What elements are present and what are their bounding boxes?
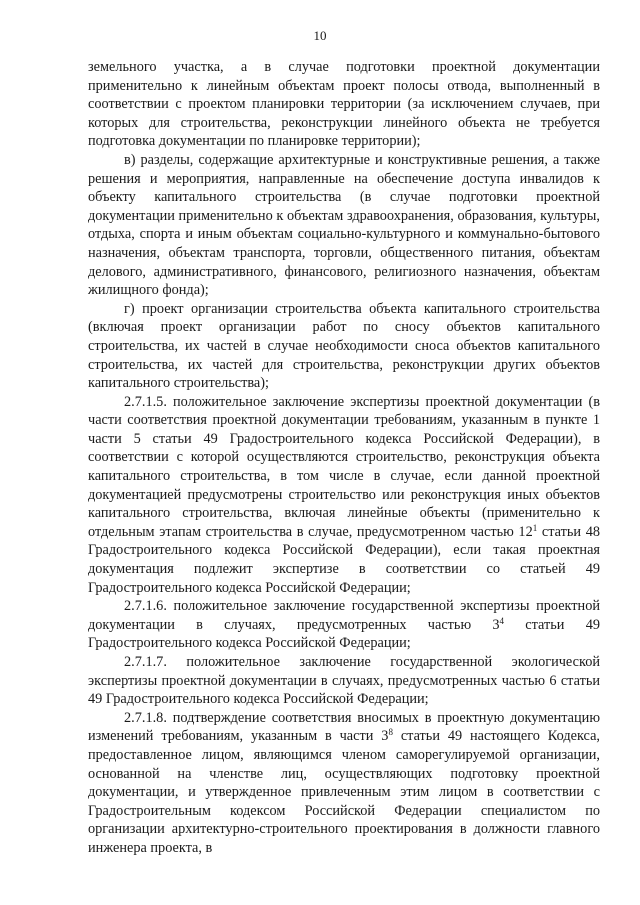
paragraph-item-v: в) разделы, содержащие архитектурные и конструктивные решения, а также решения и мероприятия, направленные на обеспечение доступа инвалидов к объекту капитального строительства (в случае подготовки проектной документации применительно к объектам здравоохранения, образования, культуры, отдыха, спорта и иным объектам социально-культурного и коммунально-бытового назначения, объектам транспорта, торговли, общественного питания, объектам делового, административного, финансового, религиозного назначения, объектам жилищного фонда); — [88, 151, 600, 299]
superscript: 4 — [499, 615, 505, 626]
paragraph-2-7-1-6 — [88, 597, 600, 653]
paragraph-2-7-1-7: 2.7.1.7. положительное заключение государственной экологической экспертизы проектной документации в случаях, предусмотренных частью 6 статьи 49 Градостроительного кодекса Российской Федерации; — [88, 654, 600, 708]
paragraph-text: 2.7.1.6. положительное заключение государственной экспертизы проектной документации в случаях, предусмотренных частью 3 — [88, 598, 600, 633]
document-body — [88, 58, 600, 858]
superscript: 1 — [532, 522, 538, 533]
page-number: 10 — [313, 28, 327, 43]
superscript: 8 — [388, 727, 393, 738]
paragraph-text: статьи 49 настоящего Кодекса, предоставленное лицом, являющимся членом саморегулируемой организации, основанной на членстве лиц, осуществляющих подготовку проектной документации, и утвержденное привлеченным этим лицом в соответствии с Градостроительным кодексом Российской Федерации специалистом по организации архитектурно-строительного проектирования в должности главного инженера проекта, в — [88, 728, 600, 856]
paragraph-text: 2.7.1.5. положительное заключение экспертизы проектной документации (в части соответствия проектной документации требованиям, указанным в пункте 1 части 5 статьи 49 Градостроительного кодекса Российской Федерации), в соответствии с которой осуществляются строительство, реконструкция объекта капитального строительства, в том числе в случае, если данной проектной документацией предусмотрены строительство или реконструкция иных объектов капитального строительства, включая линейные объекты (применительно к отдельным этапам строительства в случае, предусмотренном частью 12 — [88, 393, 600, 540]
paragraph-text: 2.7.1.8. подтверждение соответствия вносимых в проектную документацию изменений требованиям, указанным в части 3 — [88, 709, 600, 745]
paragraph-2-7-1-5 — [88, 393, 600, 598]
paragraph-item-g: г) проект организации строительства объекта капитального строительства (включая проект организации работ по сносу объектов капитального строительства, их частей в случае необходимости сноса объектов капитального строительства, их частей для строительства, реконструкции других объектов капитального строительства); — [88, 300, 600, 392]
paragraph-2-7-1-8 — [88, 709, 600, 858]
paragraph-land-plot: земельного участка, а в случае подготовки проектной документации применительно к линейным объектам проект полосы отвода, выполненный в соответствии с проектом планировки территории (за исключением случаев, при которых для строительства, реконструкции линейного объекта не требуется подготовка документации по планировке территории); — [88, 59, 600, 150]
paragraph-text: статьи 49 Градостроительного кодекса Российской Федерации; — [88, 616, 600, 652]
paragraph-text: статьи 48 Градостроительного кодекса Российской Федерации), если такая проектная документация подлежит экспертизе в соответствии со статьей 49 Градостроительного кодекса Российской Федерации; — [88, 523, 600, 596]
